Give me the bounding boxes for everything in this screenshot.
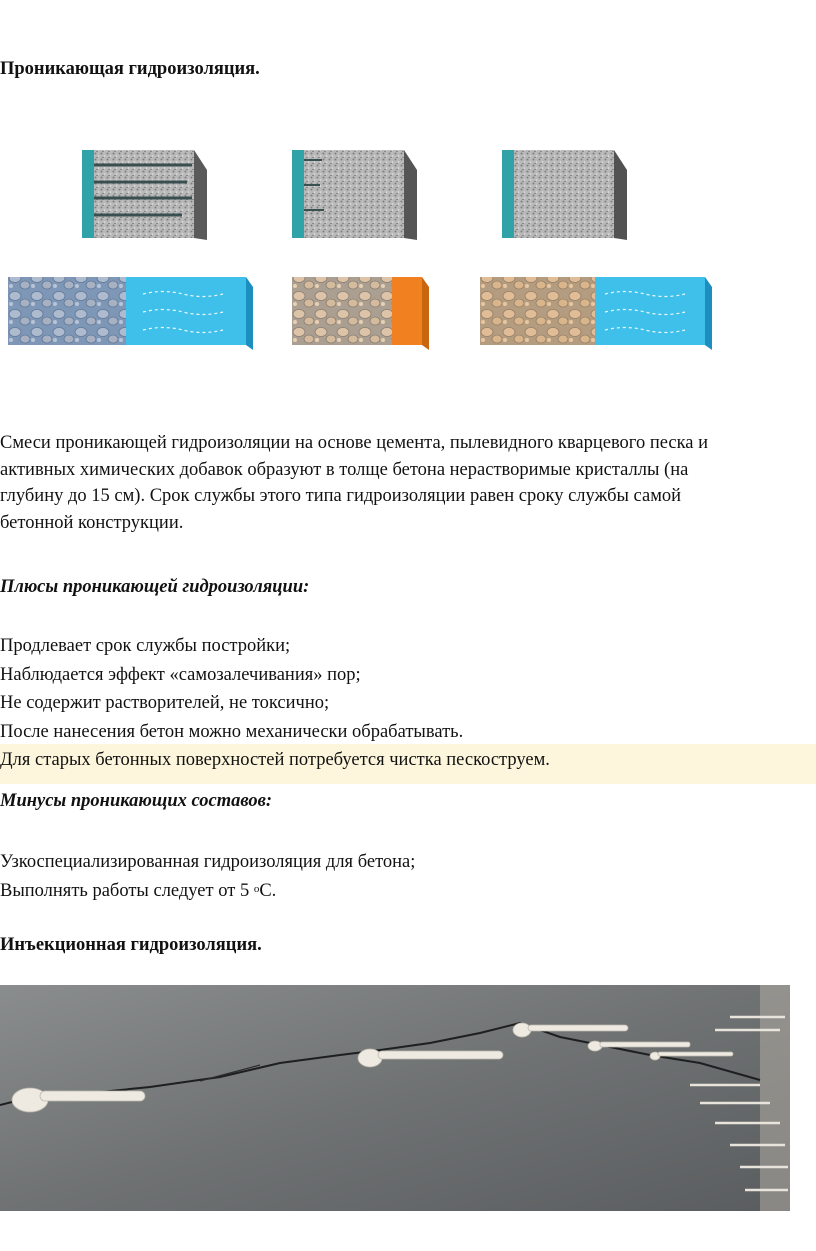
cube-3 bbox=[502, 150, 627, 240]
block-1 bbox=[8, 277, 253, 350]
pros-item: После нанесения бетон можно механически обрабатывать. bbox=[0, 721, 464, 742]
block-3 bbox=[480, 277, 712, 350]
concrete-cubes-top-illustration bbox=[82, 140, 642, 245]
cons-list bbox=[0, 848, 812, 905]
intro-line-2: активных химических добавок образуют в толще бетона нерастворимые кристаллы (на bbox=[0, 459, 689, 480]
cons-heading: Минусы проникающих составов: bbox=[0, 791, 273, 811]
degree-sup: о bbox=[253, 882, 260, 895]
cube-2 bbox=[292, 150, 417, 240]
intro-paragraph bbox=[0, 430, 812, 536]
heading-injection: Инъекционная гидроизоляция. bbox=[0, 935, 262, 955]
temp-unit: С. bbox=[259, 880, 277, 901]
pros-heading: Плюсы проникающей гидроизоляции: bbox=[0, 577, 310, 597]
intro-line-3: глубину до 15 см). Срок службы этого типа гидроизоляции равен сроку службы самой bbox=[0, 486, 682, 506]
cons-item: Узкоспециализированная гидроизоляция для бетона; bbox=[0, 852, 416, 872]
pros-item: Для старых бетонных поверхностей потребуется чистка пескоструем. bbox=[0, 750, 550, 770]
block-2 bbox=[292, 277, 429, 350]
cube-1 bbox=[82, 150, 207, 240]
pros-item: Наблюдается эффект «самозалечивания» пор; bbox=[0, 664, 361, 685]
pros-list bbox=[0, 632, 812, 775]
heading-penetrating: Проникающая гидроизоляция. bbox=[0, 59, 260, 79]
intro-line-4: бетонной конструкции. bbox=[0, 512, 184, 533]
intro-line-1: Смеси проникающей гидроизоляции на основе цемента, пылевидного кварцевого песка и bbox=[0, 433, 709, 453]
pros-item: Продлевает срок службы постройки; bbox=[0, 636, 291, 656]
pros-item: Не содержит растворителей, не токсично; bbox=[0, 693, 330, 713]
cons-item-text: Выполнять работы следует от 5 bbox=[0, 880, 254, 901]
cons-item-temperature bbox=[0, 877, 812, 906]
crystal-growth-illustration bbox=[8, 272, 718, 352]
injection-photo bbox=[0, 985, 790, 1211]
